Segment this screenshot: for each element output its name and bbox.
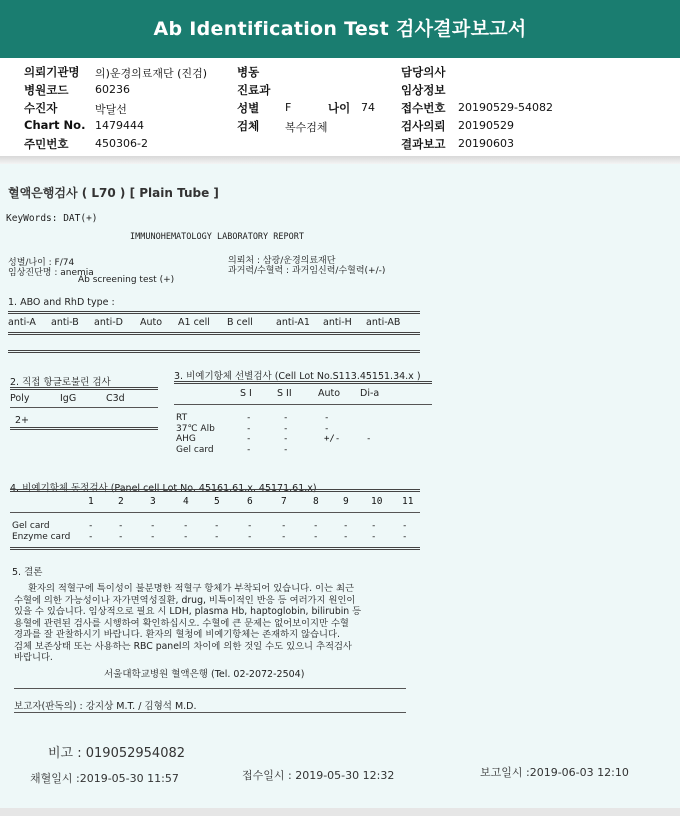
screen-cell: - (366, 434, 372, 444)
screen-cell: - (283, 444, 289, 455)
panel-cell: - (402, 532, 408, 542)
receive-date: 접수일시 : 2019-05-30 12:32 (242, 769, 395, 782)
screen-row-label: 37℃ Alb (176, 423, 215, 434)
panel-number: 5 (214, 496, 220, 507)
header-divider (0, 156, 680, 164)
request-label: 검사의뢰 (401, 119, 446, 133)
hospital-code-value: 60236 (95, 83, 130, 96)
conclusion-line: 검체 보존상태 또는 사용하는 RBC panel의 차이에 의한 것일 수도 있으니 추적검사 (14, 640, 352, 652)
divider (10, 547, 420, 550)
panel-number: 10 (371, 496, 383, 507)
panel-number: 2 (118, 496, 124, 507)
sex-label: 성별 (237, 101, 260, 115)
rrn-value: 450306-2 (95, 137, 148, 150)
divider (8, 350, 420, 353)
sex-value: F (285, 101, 292, 114)
panel-cell: - (150, 521, 156, 531)
screen-header-cell: Auto (318, 388, 341, 399)
panel-number: 11 (402, 496, 414, 507)
panel-cell: - (214, 532, 220, 542)
conclusion-line: 환자의 적혈구에 특이성이 불분명한 적혈구 항체가 부착되어 있습니다. 이는 최근 (28, 583, 354, 594)
panel-number: 7 (281, 496, 287, 507)
divider (174, 404, 432, 405)
panel-row-label: Enzyme card (12, 532, 71, 542)
report-label: 결과보고 (401, 137, 446, 151)
screen-cell: - (283, 434, 289, 444)
screen-cell: - (324, 423, 330, 434)
panel-cell: - (281, 521, 287, 531)
receipt-no-value: 20190529-54082 (458, 101, 553, 114)
report-title: Ab Identification Test 검사결과보고서 (0, 0, 680, 58)
dat-header-cell: C3d (106, 393, 125, 404)
report-date-value: 20190603 (458, 137, 514, 150)
keywords: KeyWords: DAT(+) (6, 213, 98, 224)
divider (10, 427, 158, 430)
panel-cell: - (313, 532, 319, 542)
patient-header (0, 58, 680, 158)
hospital-line: 서울대학교병원 혈액은행 (Tel. 02-2072-2504) (104, 669, 305, 680)
institution-label: 의뢰기관명 (24, 65, 80, 79)
abo-header-cell: anti-A (8, 317, 36, 328)
panel-cell: - (402, 521, 408, 531)
divider (10, 387, 158, 390)
dat-value: 2+ (15, 415, 30, 426)
dept-label: 진료과 (237, 83, 271, 97)
panel-cell: - (371, 532, 377, 542)
abo-header-cell: Auto (140, 317, 163, 328)
abo-header-cell: anti-H (323, 317, 352, 328)
age-label: 나이 (328, 101, 351, 115)
history: 과거력/수혈력 : 과거임신력/수혈력(+/-) (228, 266, 386, 276)
panel-number: 6 (247, 496, 253, 507)
doctor-label: 담당의사 (401, 65, 446, 79)
panel-cell: - (343, 521, 349, 531)
screen-cell: - (283, 413, 289, 423)
panel-number: 1 (88, 496, 94, 507)
abo-header-cell: anti-A1 (276, 317, 310, 328)
bottom-edge (0, 808, 680, 816)
hospital-code-label: 병원코드 (24, 83, 69, 97)
panel-cell: - (88, 532, 94, 542)
divider (10, 489, 420, 492)
receipt-no-label: 접수번호 (401, 101, 446, 115)
rrn-label: 주민번호 (24, 137, 69, 151)
chart-no-label: Chart No. (24, 118, 86, 132)
lab-title: IMMUNOHEMATOLOGY LABORATORY REPORT (130, 232, 304, 242)
note: 비고 : 019052954082 (48, 746, 186, 761)
section-3-title: 3. 비예기항체 선별검사 (Cell Lot No.S113.45151.34.x ) (174, 371, 421, 382)
divider (14, 688, 406, 689)
divider (14, 712, 406, 713)
panel-number: 8 (313, 496, 319, 507)
report-datetime: 보고일시 :2019-06-03 12:10 (480, 766, 629, 779)
section-4-title: 4. 비예기항체 동정검사 (Panel cell Lot No. 45161.61.x, 45171.61.x) (10, 483, 317, 494)
conclusion-line: 수혈에 의한 가능성이나 자가면역성질환, drug, 비특이적인 반응 등 여러가지 원인이 (14, 594, 356, 606)
chart-no-value: 1479444 (95, 119, 144, 132)
section-5-title: 5. 결론 (12, 567, 43, 578)
screen-cell: - (246, 423, 252, 434)
panel-cell: - (183, 532, 189, 542)
panel-cell: - (183, 521, 189, 531)
panel-cell: - (150, 532, 156, 542)
conclusion-line: 경과를 잘 관찰하시기 바랍니다. 환자의 혈청에 비예기항체는 존재하지 않습니다. (14, 629, 340, 640)
screen-cell: - (246, 434, 252, 444)
sex-age: 성별/나이 : F/74 (8, 258, 75, 268)
panel-cell: - (343, 532, 349, 542)
diagnosis-2: Ab screening test (+) (78, 275, 175, 285)
requester: 의뢰처 : 삼광/운경의료재단 (228, 256, 336, 266)
screen-row-label: RT (176, 413, 188, 423)
panel-cell: - (281, 532, 287, 542)
abo-header-cell: A1 cell (178, 317, 210, 328)
collect-date: 채혈일시 :2019-05-30 11:57 (30, 772, 179, 785)
institution-value: 의)운경의료재단 (진검) (95, 67, 208, 80)
specimen-value: 복수검체 (285, 121, 328, 134)
screen-cell: - (283, 423, 289, 434)
panel-cell: - (88, 521, 94, 531)
abo-header-cell: B cell (227, 317, 253, 328)
screen-cell: - (246, 444, 252, 455)
divider (10, 407, 158, 408)
panel-number: 4 (183, 496, 189, 507)
screen-row-label: Gel card (176, 444, 214, 455)
clinical-info-label: 임상정보 (401, 83, 446, 97)
divider (174, 381, 432, 384)
dat-header-cell: IgG (60, 393, 77, 404)
abo-header-cell: anti-B (51, 317, 79, 328)
abo-header-cell: anti-D (94, 317, 123, 328)
reporter-line: 보고자(판독의) : 강지상 M.T. / 김형석 M.D. (14, 701, 197, 712)
patient-value: 박달선 (95, 103, 127, 116)
screen-cell: - (324, 413, 330, 423)
divider (10, 512, 420, 513)
panel-cell: - (118, 532, 124, 542)
screen-header-cell: S II (277, 388, 292, 399)
conclusion-line: 바랍니다. (14, 652, 53, 663)
panel-cell: - (214, 521, 220, 531)
conclusion-line: 있을 수 있습니다. 임상적으로 필요 시 LDH, plasma Hb, haptoglobin, bilirubin 등 (14, 606, 362, 617)
screen-cell: +/- (324, 434, 341, 444)
screen-row-label: AHG (176, 434, 196, 444)
section-1-title: 1. ABO and RhD type : (8, 297, 115, 308)
diagnosis: 임상진단명 : anemia (8, 268, 94, 278)
panel-number: 9 (343, 496, 349, 507)
specimen-label: 검체 (237, 119, 260, 133)
report-heading: 혈액은행검사 ( L70 ) [ Plain Tube ] (8, 186, 219, 200)
divider (8, 311, 420, 314)
dat-header-cell: Poly (10, 393, 30, 404)
panel-cell: - (118, 521, 124, 531)
panel-number: 3 (150, 496, 156, 507)
screen-header-cell: Di-a (360, 388, 380, 399)
scanned-report (0, 164, 680, 808)
panel-cell: - (371, 521, 377, 531)
abo-header-cell: anti-AB (366, 317, 401, 328)
panel-cell: - (247, 521, 253, 531)
panel-cell: - (313, 521, 319, 531)
patient-label: 수진자 (24, 101, 58, 115)
conclusion-line: 용혈에 관련된 검사를 시행하여 확인하십시오. 수혈에 큰 문제는 없어보이지만 수혈 (14, 617, 349, 629)
age-value: 74 (361, 101, 375, 114)
request-date-value: 20190529 (458, 119, 514, 132)
panel-row-label: Gel card (12, 521, 50, 531)
section-2-title: 2. 직접 항글로불린 검사 (10, 377, 111, 388)
panel-cell: - (247, 532, 253, 542)
screen-header-cell: S I (240, 388, 252, 399)
ward-label: 병동 (237, 65, 260, 79)
divider (8, 332, 420, 335)
screen-cell: - (246, 413, 252, 423)
